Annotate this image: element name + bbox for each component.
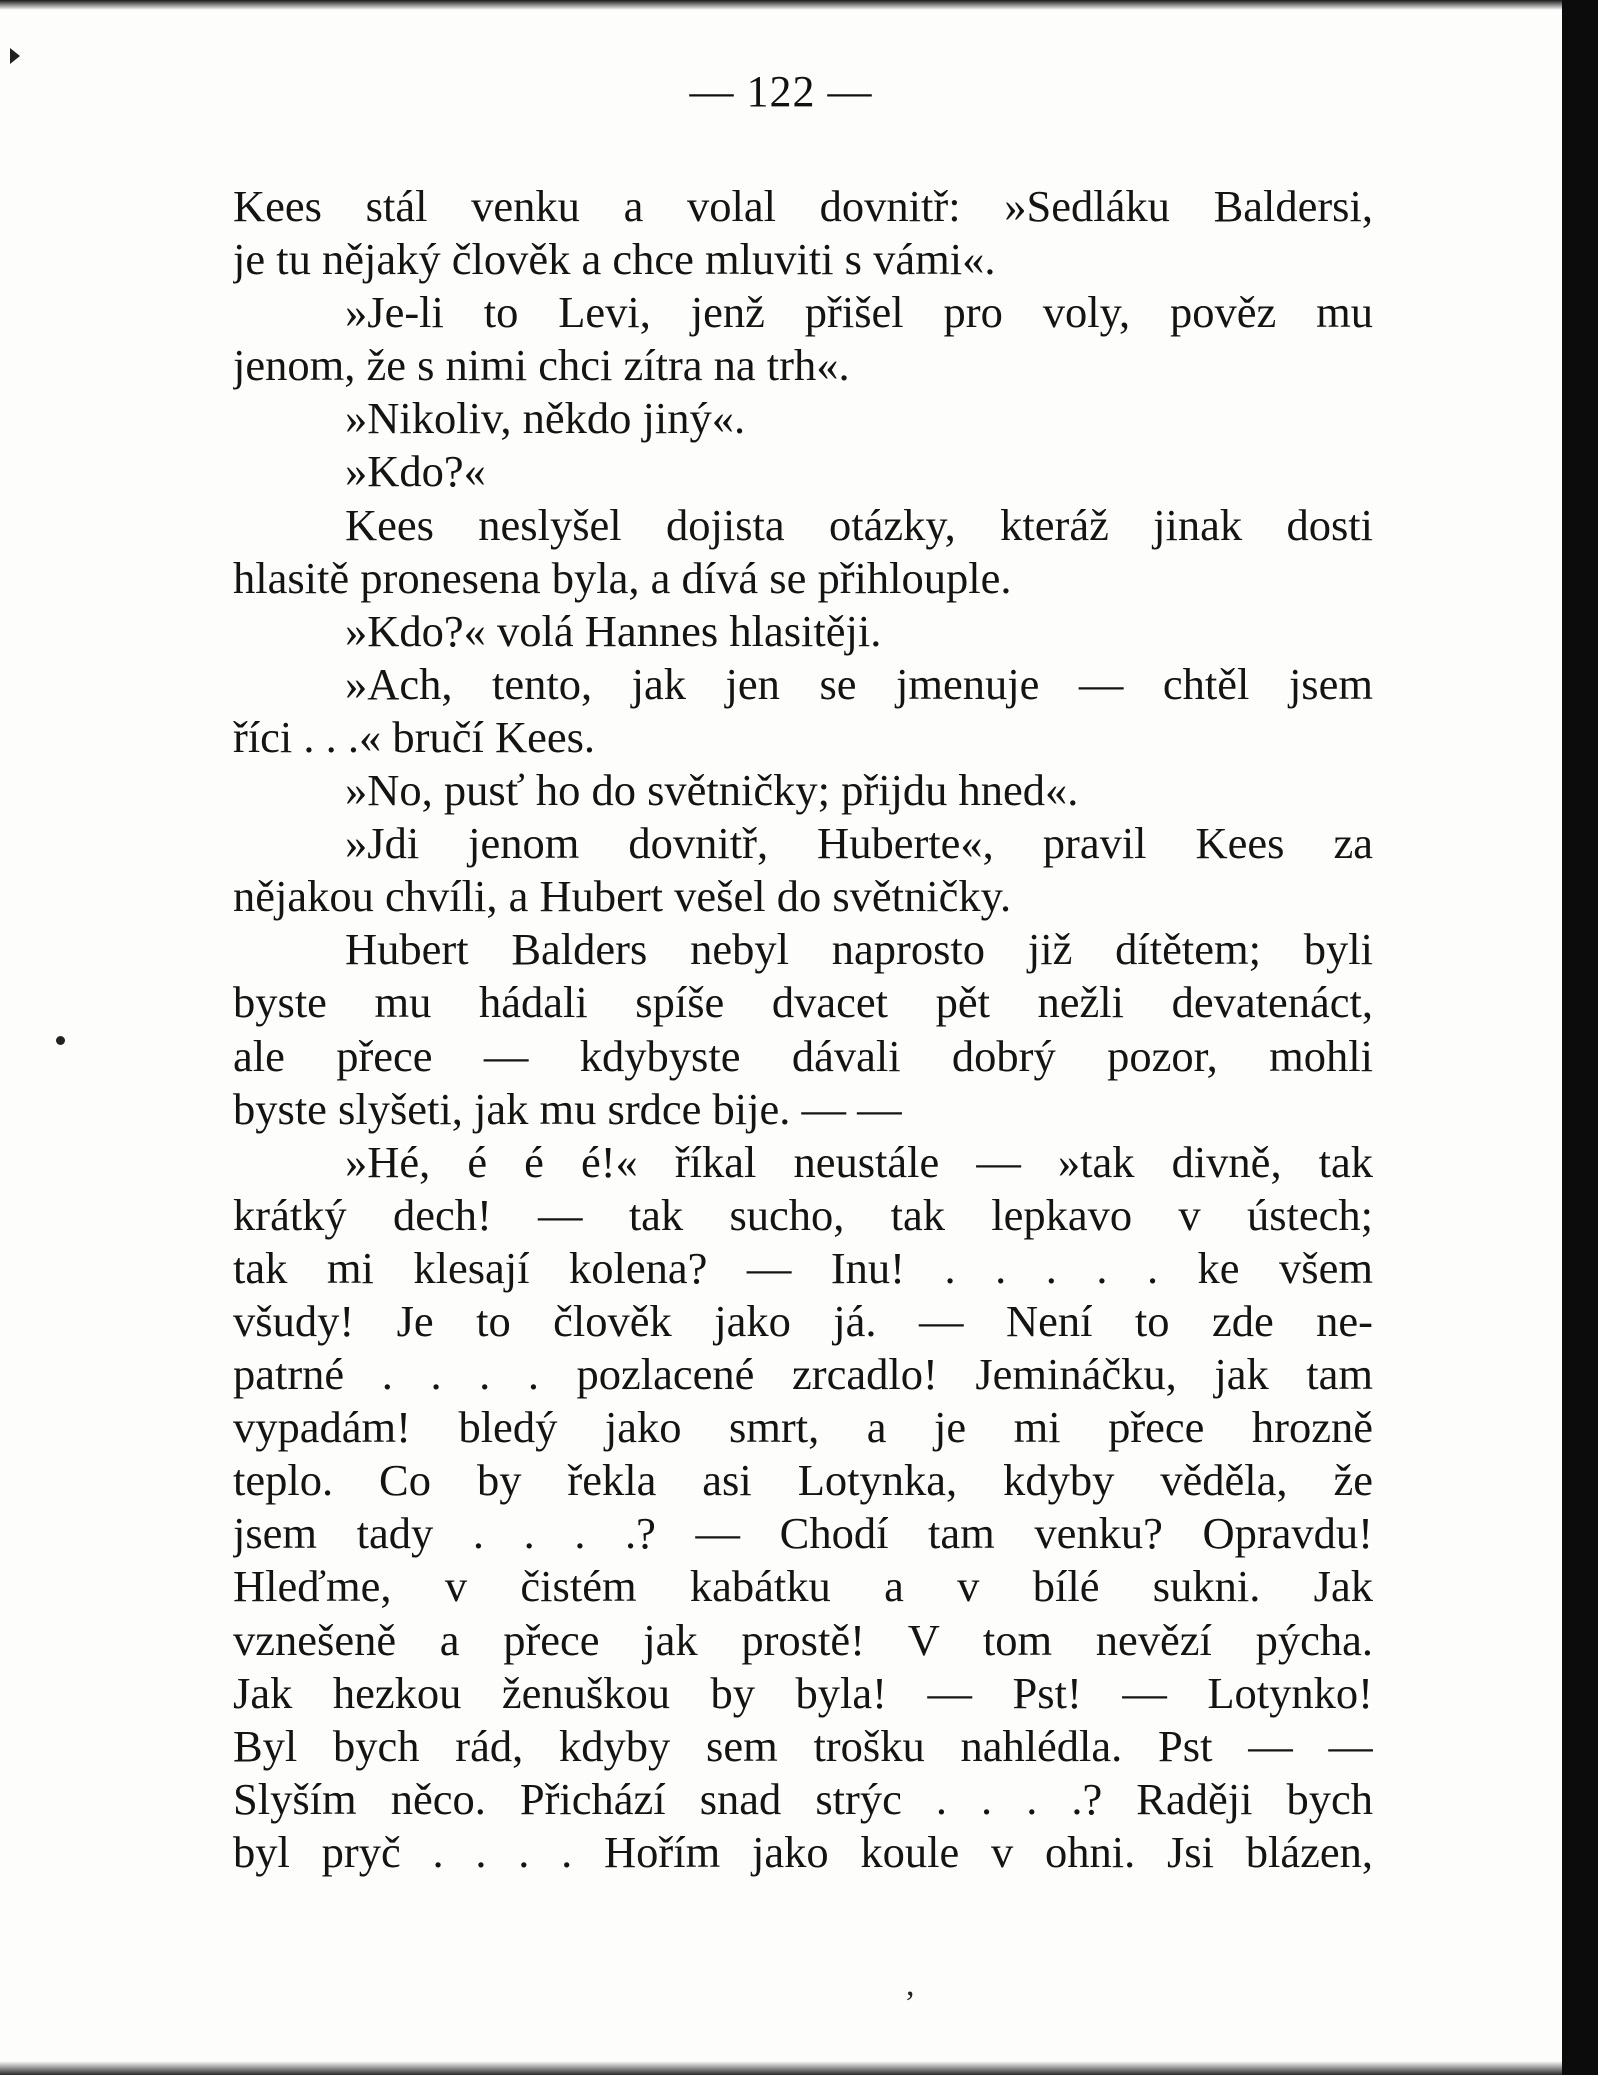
text-line: Jak hezkou ženuškou by byla! — Pst! — Lotynko! — [233, 1667, 1373, 1718]
text-line: říci . . .« bručí Kees. — [233, 711, 596, 762]
text-line: tak mi klesají kolena? — Inu! . . . . . ke všem — [233, 1242, 1373, 1293]
text-line: teplo. Co by řekla asi Lotynka, kdyby věděla, že — [233, 1455, 1373, 1506]
text-line: »Je-li to Levi, jenž přišel pro voly, pověz mu — [345, 287, 1373, 338]
footer-mark: , — [906, 1966, 915, 2003]
top-scan-edge — [0, 0, 1562, 10]
text-line: jenom, že s nimi chci zítra na trh«. — [233, 340, 850, 391]
text-line: Slyším něco. Přichází snad strýc . . . .? Raději bych — [233, 1773, 1373, 1824]
text-line: Byl bych rád, kdyby sem trošku nahlédla. Pst — — — [233, 1720, 1373, 1771]
text-line: byste mu hádali spíše dvacet pět nežli devatenáct, — [233, 977, 1373, 1028]
margin-dot — [56, 1036, 65, 1045]
page-number: — 122 — — [689, 67, 873, 116]
text-line: »Kdo?« — [345, 446, 486, 497]
text-line: Kees stál venku a volal dovnitř: »Sedláku Baldersi, — [233, 181, 1373, 231]
text-line: ale přece — kdybyste dávali dobrý pozor, mohli — [233, 1030, 1373, 1081]
body-text — [233, 180, 1373, 1879]
text-line: Hleďme, v čistém kabátku a v bílé sukni. Jak — [233, 1561, 1373, 1612]
right-scan-border — [1562, 0, 1598, 2075]
text-line: »Ach, tento, jak jen se jmenuje — chtěl jsem — [345, 658, 1373, 709]
text-line: krátký dech! — tak sucho, tak lepkavo v ústech; — [233, 1189, 1373, 1240]
text-line: »Nikoliv, někdo jiný«. — [345, 393, 746, 444]
text-line: »Kdo?« volá Hannes hlasitěji. — [345, 605, 882, 656]
text-line: patrné . . . . pozlacené zrcadlo! Jemináčku, jak tam — [233, 1349, 1373, 1400]
text-line: jsem tady . . . .? — Chodí tam venku? Opravdu! — [233, 1508, 1373, 1559]
text-line: byl pryč . . . . Hořím jako koule v ohni. Jsi blázen, — [233, 1826, 1373, 1877]
text-line: »Hé, é é é!« říkal neustále — »tak divně, tak — [345, 1136, 1373, 1187]
text-line: byste slyšeti, jak mu srdce bije. — — — [233, 1083, 902, 1134]
text-line: Kees neslyšel dojista otázky, kteráž jinak dosti — [345, 499, 1373, 550]
text-line: je tu nějaký člověk a chce mluviti s vámi«. — [233, 234, 996, 285]
text-line: nějakou chvíli, a Hubert vešel do světničky. — [233, 871, 1012, 922]
text-line: »Jdi jenom dovnitř, Huberte«, pravil Kees za — [345, 818, 1373, 869]
scan-mark — [10, 48, 20, 64]
text-line: hlasitě pronesena byla, a dívá se přihlouple. — [233, 552, 1012, 603]
text-line: vypadám! bledý jako smrt, a je mi přece hrozně — [233, 1402, 1373, 1453]
text-line: Hubert Balders nebyl naprosto již dítětem; byli — [345, 924, 1373, 975]
text-line: všudy! Je to člověk jako já. — Není to zde ne- — [233, 1295, 1373, 1346]
text-line: »No, pusť ho do světničky; přijdu hned«. — [345, 765, 1079, 816]
text-line: vznešeně a přece jak prostě! V tom nevězí pýcha. — [233, 1614, 1373, 1665]
bottom-scan-edge — [0, 2061, 1562, 2075]
